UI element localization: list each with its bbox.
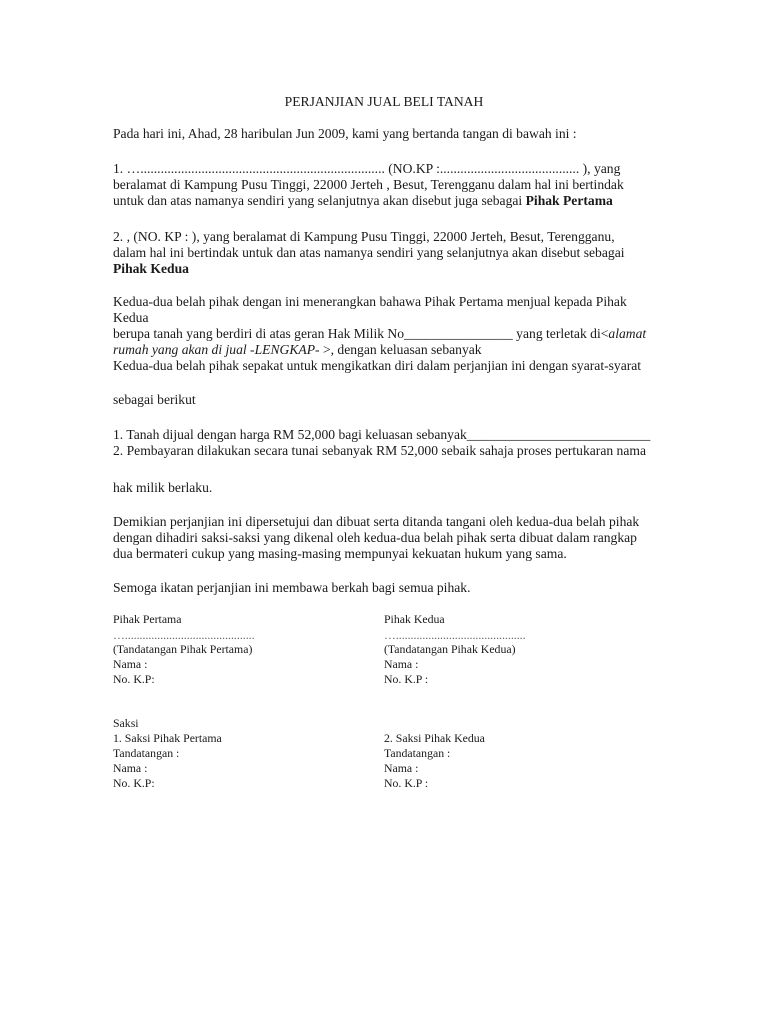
party1-line2: beralamat di Kampung Pusu Tinggi, 22000 Jerteh , Besut, Terengganu dalam hal ini bertindak <box>113 177 624 192</box>
body-p3-line1: Demikian perjanjian ini dipersetujui dan dibuat serta ditanda tangani oleh kedua-dua belah pihak <box>113 514 640 529</box>
term-item-2: 2. Pembayaran dilakukan secara tunai sebanyak RM 52,000 sebaik sahaja proses pertukaran nama <box>113 443 646 458</box>
sig-left-heading: Pihak Pertama <box>113 612 182 626</box>
address-placeholder-1: alamat <box>608 326 647 341</box>
witness-right-name: Nama : <box>384 761 419 775</box>
witness-right-kp: No. K.P : <box>384 776 429 790</box>
body-p1-line3 <box>113 326 646 342</box>
party1-line3 <box>113 193 613 209</box>
sig-right-kp: No. K.P : <box>384 672 429 686</box>
party1-role-label: Pihak Pertama <box>525 193 613 208</box>
body-p1-line1: Kedua-dua belah pihak dengan ini menerangkan bahawa Pihak Pertama menjual kepada Pihak <box>113 294 627 309</box>
sig-right-line: …............................................ <box>384 628 526 642</box>
party2-line2: dalam hal ini bertindak untuk dan atas namanya sendiri yang selanjutnya akan disebut sebagai <box>113 245 625 260</box>
party1-line3-text: untuk dan atas namanya sendiri yang selanjutnya akan disebut juga sebagai <box>113 193 526 208</box>
sig-left-line: …............................................ <box>113 628 255 642</box>
party2-line1: 2. , (NO. KP : ), yang beralamat di Kampung Pusu Tinggi, 22000 Jerteh, Besut, Terengganu, <box>113 229 615 244</box>
witness-left-name: Nama : <box>113 761 148 775</box>
address-placeholder-2: rumah yang akan di jual -LENGKAP- <box>113 342 320 357</box>
intro-text: Pada hari ini, Ahad, 28 haribulan Jun 2009, kami yang bertanda tangan di bawah ini : <box>113 126 577 141</box>
term-item-2-continued: hak milik berlaku. <box>113 480 213 495</box>
body-p1-line5: Kedua-dua belah pihak sepakat untuk mengikatkan diri dalam perjanjian ini dengan syarat-syarat <box>113 358 642 373</box>
witness-right-title: 2. Saksi Pihak Kedua <box>384 731 485 745</box>
witness-left-sign: Tandatangan : <box>113 746 180 760</box>
body-p1-line3-text: berupa tanah yang berdiri di atas geran Hak Milik No________________ yang terletak di< <box>113 326 609 341</box>
sig-left-kp: No. K.P: <box>113 672 155 686</box>
witness-left-title: 1. Saksi Pihak Pertama <box>113 731 222 745</box>
body-p3-line3: dua bermateri cukup yang masing-masing mempunyai kekuatan hukum yang sama. <box>113 546 567 561</box>
body-p1-line2: Kedua <box>113 310 149 325</box>
body-p4: Semoga ikatan perjanjian ini membawa berkah bagi semua pihak. <box>113 580 471 595</box>
party1-line1: 1. …........................................................................ (NO.KP :......................................... ), yang <box>113 161 621 176</box>
body-p1-line4 <box>113 342 482 358</box>
body-p1-line4-text: >, dengan keluasan sebanyak <box>319 342 482 357</box>
sig-left-caption: (Tandatangan Pihak Pertama) <box>113 642 253 656</box>
sig-right-name: Nama : <box>384 657 419 671</box>
witness-heading: Saksi <box>113 716 139 730</box>
sig-right-heading: Pihak Kedua <box>384 612 445 626</box>
witness-right-sign: Tandatangan : <box>384 746 451 760</box>
sig-left-name: Nama : <box>113 657 148 671</box>
document-title: PERJANJIAN JUAL BELI TANAH <box>284 94 484 109</box>
term-item-1: 1. Tanah dijual dengan harga RM 52,000 bagi keluasan sebanyak___________________________ <box>113 427 651 442</box>
witness-left-kp: No. K.P: <box>113 776 155 790</box>
body-p2: sebagai berikut <box>113 392 196 407</box>
sig-right-caption: (Tandatangan Pihak Kedua) <box>384 642 516 656</box>
body-p3-line2: dengan dihadiri saksi-saksi yang dikenal oleh kedua-dua belah pihak serta dibuat dalam rangkap <box>113 530 637 545</box>
party2-role-label: Pihak Kedua <box>113 261 189 276</box>
